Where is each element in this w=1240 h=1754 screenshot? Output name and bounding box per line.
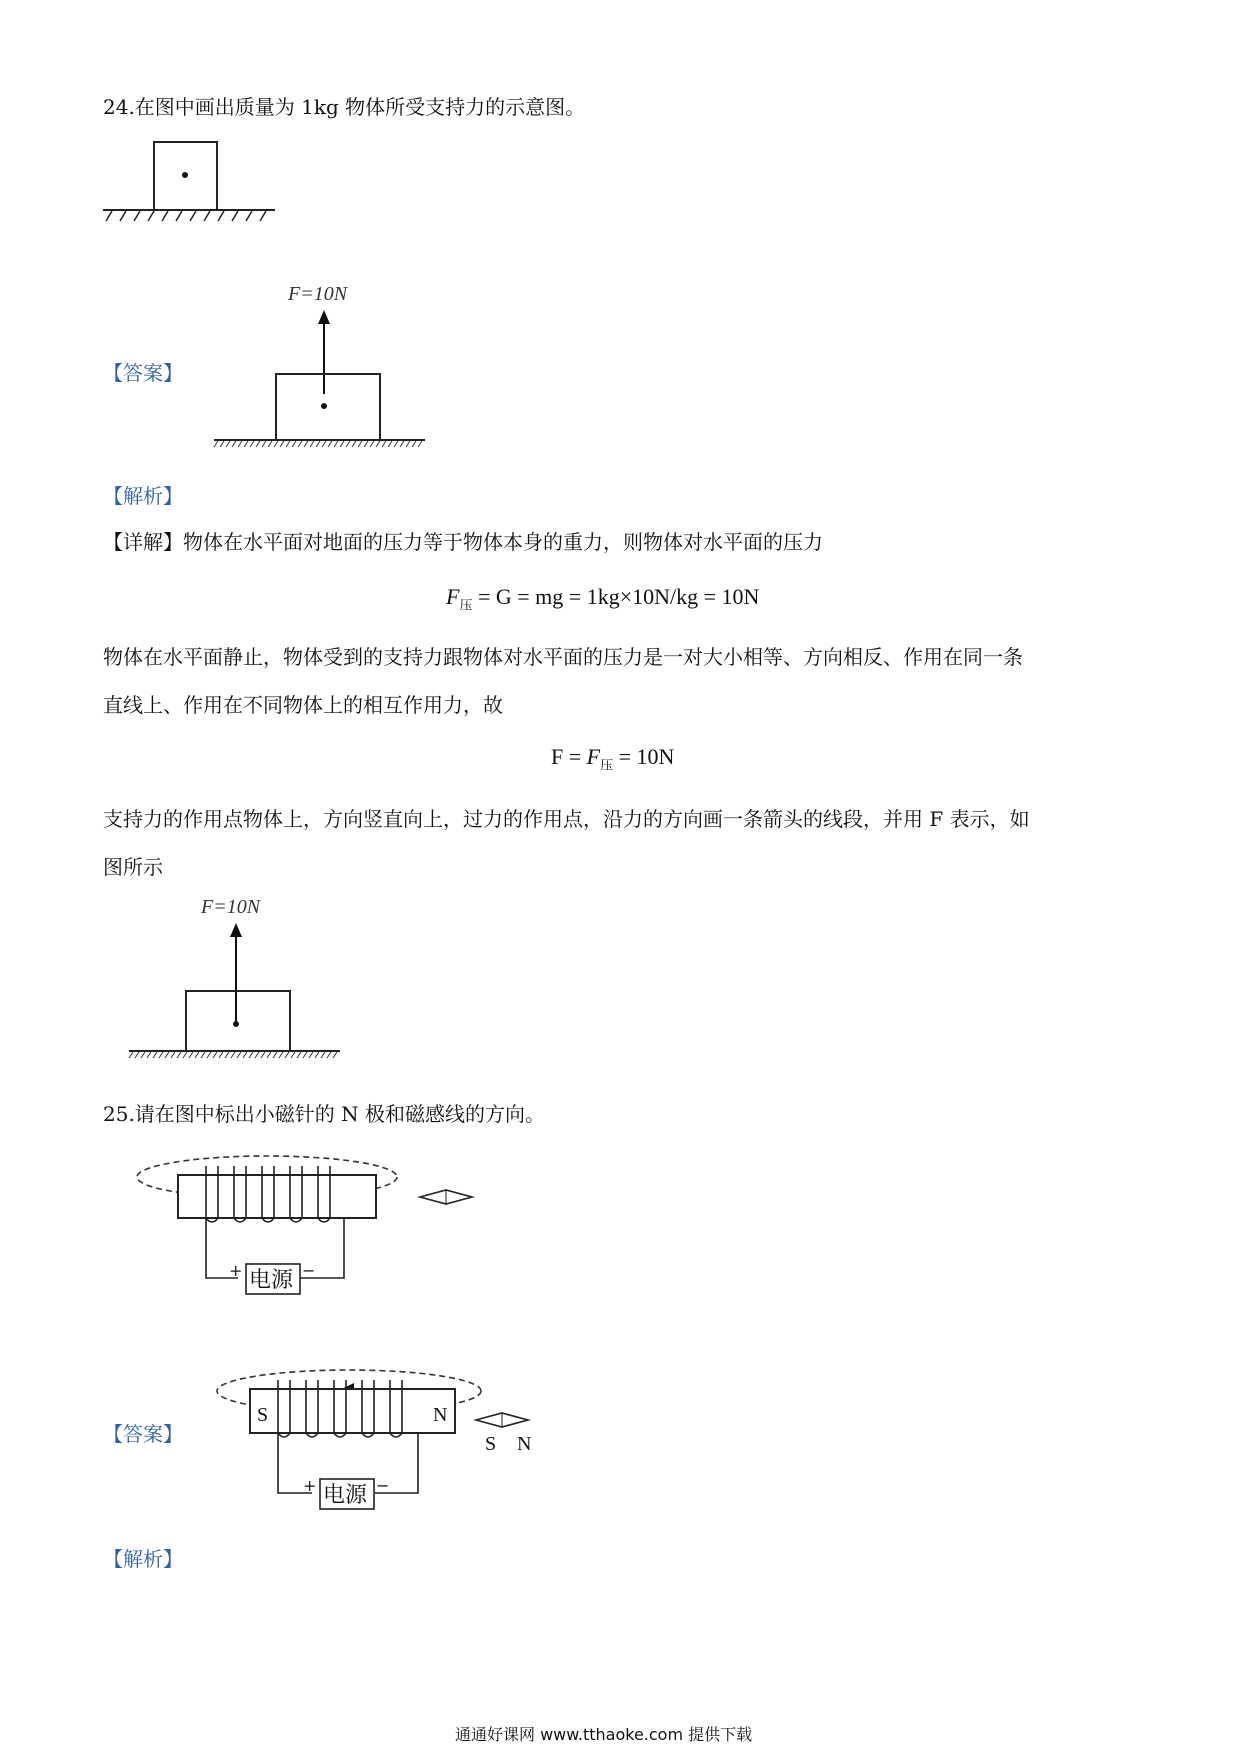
q24-detail-text: 物体在水平面对地面的压力等于物体本身的重力，则物体对水平面的压力	[183, 530, 823, 554]
force-label-2: F=10N	[201, 896, 261, 918]
svg-text:N: N	[433, 1404, 448, 1426]
svg-text:电源: 电源	[323, 1483, 368, 1508]
q24-para2-line2: 直线上、作用在不同物体上的相互作用力，故	[103, 693, 503, 717]
q24-detail-tag: 【详解】	[103, 530, 183, 554]
q24-equation-1: $F_压 = G$ = mg = 1kg×10N/kg = 10N	[446, 584, 760, 613]
arrow-head-icon	[318, 310, 330, 324]
q24-para3-line1: 支持力的作用点物体上，方向竖直向上，过力的作用点，沿力的方向画一条箭头的线段，并用 F 表示，如	[103, 807, 1030, 831]
arrow-head-icon	[230, 923, 242, 937]
page-footer: 通通好课网 www.tthaoke.com 提供下载	[455, 1725, 753, 1744]
svg-text:+: +	[229, 1261, 243, 1280]
q24-para3-line2: 图所示	[103, 855, 163, 879]
q25-analysis-tag: 【解析】	[103, 1547, 183, 1571]
svg-text:−: −	[302, 1261, 316, 1280]
q24-answer-tag: 【答案】	[103, 361, 183, 385]
q24-stem: 24.在图中画出质量为 1kg 物体所受支持力的示意图。	[103, 95, 586, 119]
svg-text:N: N	[517, 1433, 532, 1455]
power-label: 电源	[249, 1268, 294, 1293]
q25-answer-tag: 【答案】	[103, 1422, 183, 1446]
q24-answer-figure	[210, 278, 435, 458]
force-label: F=10N	[288, 283, 348, 305]
q24-equation-2: $F = F_压 = 10N$	[551, 744, 675, 773]
q24-para2-line1: 物体在水平面静止，物体受到的支持力跟物体对水平面的压力是一对大小相等、方向相反、作用在同一条	[103, 645, 1023, 669]
svg-text:S: S	[485, 1433, 497, 1455]
q24-analysis-tag: 【解析】	[103, 484, 183, 508]
q24-analysis-figure	[125, 893, 350, 1068]
svg-text:−: −	[376, 1476, 390, 1495]
q25-stem: 25.请在图中标出小磁针的 N 极和磁感线的方向。	[103, 1102, 546, 1126]
svg-text:S: S	[257, 1404, 269, 1426]
svg-text:+: +	[303, 1476, 317, 1495]
q25-answer-figure	[208, 1355, 568, 1520]
q25-question-figure	[130, 1150, 510, 1310]
q24-question-figure	[100, 135, 280, 230]
